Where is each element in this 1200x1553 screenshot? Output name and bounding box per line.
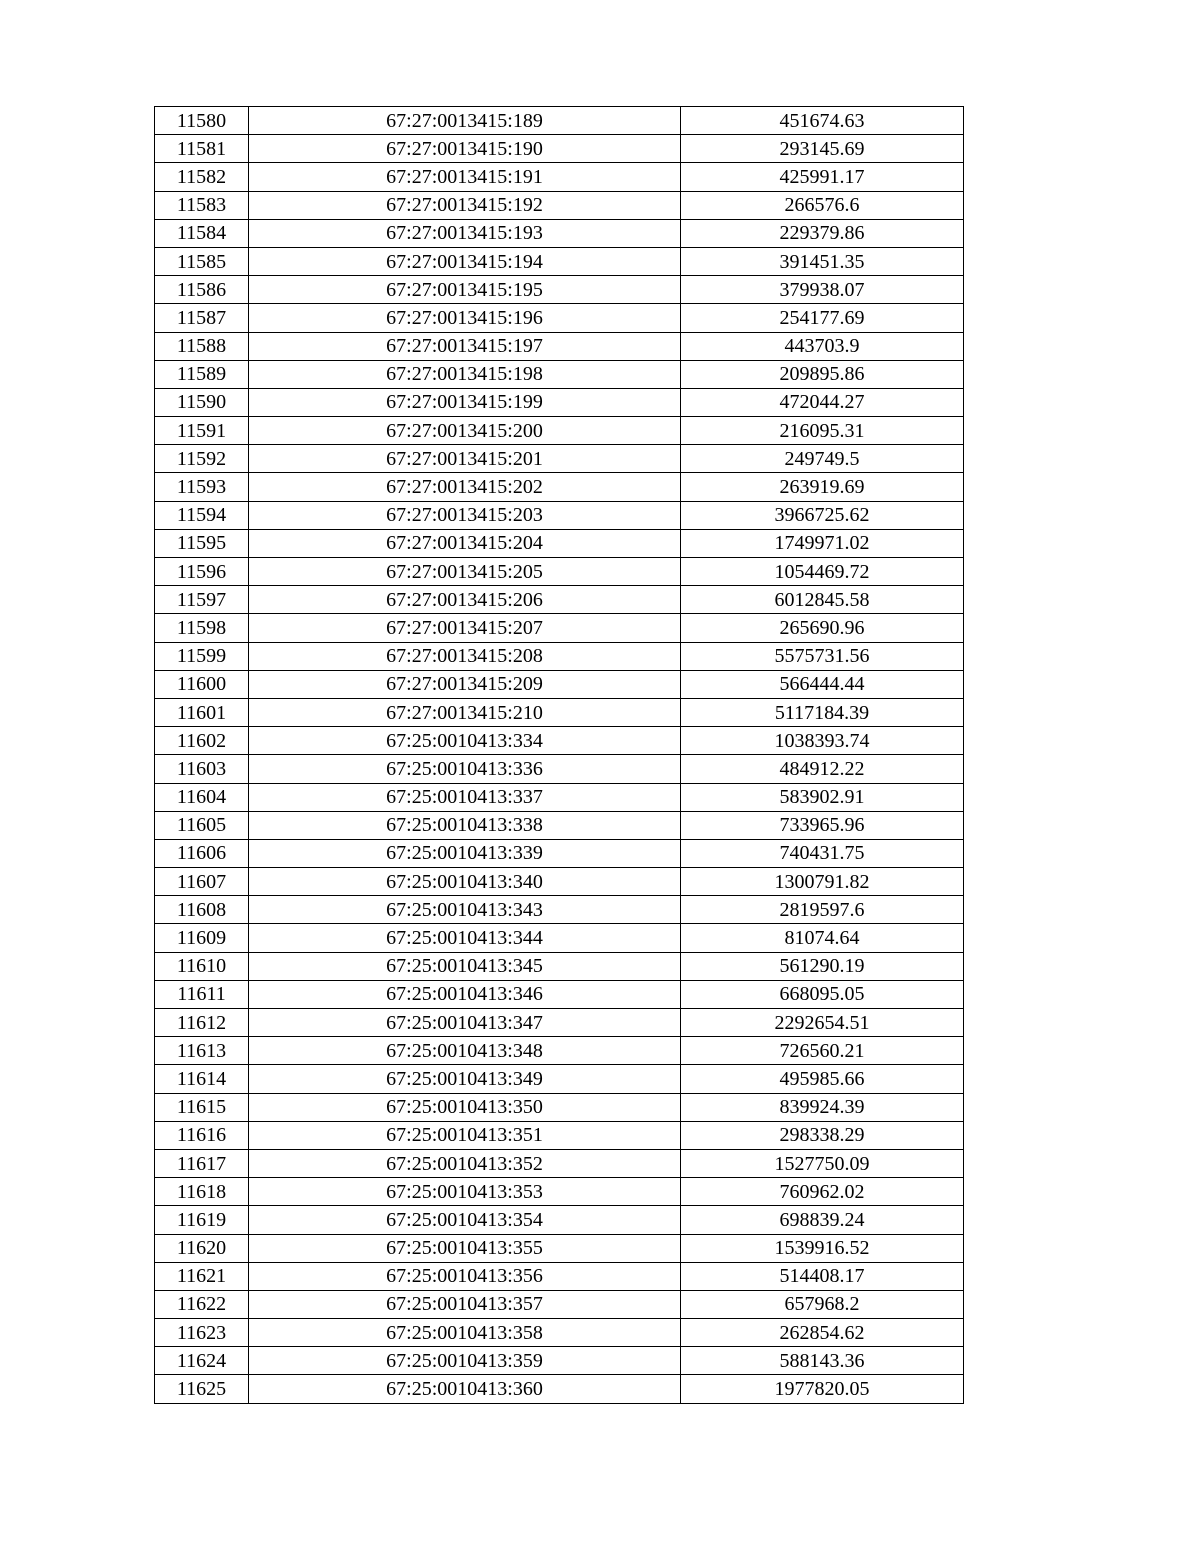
table-row — [155, 1319, 964, 1347]
cadastral-value-cell: 588143.36 — [681, 1347, 964, 1375]
row-number-cell: 11603 — [155, 755, 249, 783]
table-row — [155, 1234, 964, 1262]
table-row — [155, 107, 964, 135]
row-number-cell: 11581 — [155, 135, 249, 163]
row-number-cell: 11608 — [155, 896, 249, 924]
cadastral-value-cell: 209895.86 — [681, 360, 964, 388]
row-number-cell: 11602 — [155, 727, 249, 755]
row-number-cell: 11594 — [155, 501, 249, 529]
cadastral-number-cell: 67:25:0010413:356 — [249, 1262, 681, 1290]
cadastral-number-cell: 67:27:0013415:191 — [249, 163, 681, 191]
cadastral-number-cell: 67:27:0013415:201 — [249, 445, 681, 473]
cadastral-number-cell: 67:25:0010413:347 — [249, 1009, 681, 1037]
cadastral-value-cell: 760962.02 — [681, 1178, 964, 1206]
row-number-cell: 11619 — [155, 1206, 249, 1234]
row-number-cell: 11618 — [155, 1178, 249, 1206]
cadastral-value-cell: 5117184.39 — [681, 698, 964, 726]
row-number-cell: 11621 — [155, 1262, 249, 1290]
table-row — [155, 1178, 964, 1206]
cadastral-number-cell: 67:25:0010413:334 — [249, 727, 681, 755]
table-row — [155, 1206, 964, 1234]
table-row — [155, 952, 964, 980]
cadastral-number-cell: 67:27:0013415:199 — [249, 388, 681, 416]
row-number-cell: 11610 — [155, 952, 249, 980]
table-row — [155, 501, 964, 529]
cadastral-value-cell: 216095.31 — [681, 417, 964, 445]
table-row — [155, 727, 964, 755]
cadastral-value-cell: 740431.75 — [681, 839, 964, 867]
row-number-cell: 11590 — [155, 388, 249, 416]
cadastral-value-cell: 583902.91 — [681, 783, 964, 811]
cadastral-number-cell: 67:25:0010413:351 — [249, 1121, 681, 1149]
cadastral-value-cell: 2819597.6 — [681, 896, 964, 924]
table-row — [155, 1093, 964, 1121]
row-number-cell: 11611 — [155, 980, 249, 1008]
cadastral-number-cell: 67:25:0010413:352 — [249, 1149, 681, 1177]
cadastral-value-cell: 443703.9 — [681, 332, 964, 360]
table-row — [155, 1375, 964, 1403]
row-number-cell: 11607 — [155, 868, 249, 896]
cadastral-value-cell: 1527750.09 — [681, 1149, 964, 1177]
table-row — [155, 529, 964, 557]
cadastral-number-cell: 67:27:0013415:194 — [249, 247, 681, 275]
cadastral-value-cell: 229379.86 — [681, 219, 964, 247]
cadastral-value-cell: 5575731.56 — [681, 642, 964, 670]
cadastral-number-cell: 67:25:0010413:348 — [249, 1037, 681, 1065]
cadastral-number-cell: 67:25:0010413:339 — [249, 839, 681, 867]
table-body — [155, 107, 964, 1404]
table-row — [155, 163, 964, 191]
cadastral-number-cell: 67:27:0013415:197 — [249, 332, 681, 360]
row-number-cell: 11613 — [155, 1037, 249, 1065]
table-row — [155, 1121, 964, 1149]
row-number-cell: 11584 — [155, 219, 249, 247]
table-row — [155, 980, 964, 1008]
cadastral-value-cell: 514408.17 — [681, 1262, 964, 1290]
row-number-cell: 11586 — [155, 276, 249, 304]
row-number-cell: 11605 — [155, 811, 249, 839]
table-row — [155, 1009, 964, 1037]
cadastral-value-cell: 472044.27 — [681, 388, 964, 416]
cadastral-value-cell: 1749971.02 — [681, 529, 964, 557]
cadastral-value-cell: 668095.05 — [681, 980, 964, 1008]
row-number-cell: 11600 — [155, 670, 249, 698]
cadastral-number-cell: 67:25:0010413:350 — [249, 1093, 681, 1121]
row-number-cell: 11625 — [155, 1375, 249, 1403]
row-number-cell: 11585 — [155, 247, 249, 275]
table-row — [155, 332, 964, 360]
row-number-cell: 11617 — [155, 1149, 249, 1177]
cadastral-value-cell: 6012845.58 — [681, 586, 964, 614]
row-number-cell: 11582 — [155, 163, 249, 191]
row-number-cell: 11580 — [155, 107, 249, 135]
cadastral-value-cell: 451674.63 — [681, 107, 964, 135]
cadastral-number-cell: 67:25:0010413:353 — [249, 1178, 681, 1206]
cadastral-value-cell: 1038393.74 — [681, 727, 964, 755]
table-row — [155, 360, 964, 388]
row-number-cell: 11614 — [155, 1065, 249, 1093]
row-number-cell: 11612 — [155, 1009, 249, 1037]
table-row — [155, 247, 964, 275]
cadastral-number-cell: 67:25:0010413:357 — [249, 1290, 681, 1318]
cadastral-value-cell: 1539916.52 — [681, 1234, 964, 1262]
cadastral-number-cell: 67:25:0010413:349 — [249, 1065, 681, 1093]
cadastral-number-cell: 67:27:0013415:207 — [249, 614, 681, 642]
cadastral-number-cell: 67:27:0013415:198 — [249, 360, 681, 388]
cadastral-value-cell: 293145.69 — [681, 135, 964, 163]
row-number-cell: 11595 — [155, 529, 249, 557]
cadastral-value-cell: 1977820.05 — [681, 1375, 964, 1403]
cadastral-value-cell: 3966725.62 — [681, 501, 964, 529]
table-row — [155, 755, 964, 783]
cadastral-value-cell: 2292654.51 — [681, 1009, 964, 1037]
table-row — [155, 1065, 964, 1093]
cadastral-number-cell: 67:25:0010413:340 — [249, 868, 681, 896]
cadastral-value-cell: 839924.39 — [681, 1093, 964, 1121]
table-row — [155, 614, 964, 642]
cadastral-number-cell: 67:27:0013415:189 — [249, 107, 681, 135]
table-row — [155, 191, 964, 219]
row-number-cell: 11623 — [155, 1319, 249, 1347]
row-number-cell: 11592 — [155, 445, 249, 473]
cadastral-number-cell: 67:27:0013415:190 — [249, 135, 681, 163]
row-number-cell: 11604 — [155, 783, 249, 811]
table-row — [155, 783, 964, 811]
cadastral-value-cell: 249749.5 — [681, 445, 964, 473]
cadastral-number-cell: 67:25:0010413:336 — [249, 755, 681, 783]
table-row — [155, 839, 964, 867]
cadastral-value-cell: 81074.64 — [681, 924, 964, 952]
cadastral-number-cell: 67:27:0013415:210 — [249, 698, 681, 726]
cadastral-value-cell: 254177.69 — [681, 304, 964, 332]
table-row — [155, 219, 964, 247]
cadastral-number-cell: 67:27:0013415:195 — [249, 276, 681, 304]
table-row — [155, 417, 964, 445]
table-row — [155, 1262, 964, 1290]
cadastral-number-cell: 67:25:0010413:346 — [249, 980, 681, 1008]
cadastral-number-cell: 67:27:0013415:193 — [249, 219, 681, 247]
cadastral-number-cell: 67:25:0010413:359 — [249, 1347, 681, 1375]
row-number-cell: 11599 — [155, 642, 249, 670]
row-number-cell: 11593 — [155, 473, 249, 501]
table-row — [155, 698, 964, 726]
table-row — [155, 304, 964, 332]
cadastral-value-cell: 265690.96 — [681, 614, 964, 642]
table-row — [155, 1347, 964, 1375]
cadastral-value-cell: 495985.66 — [681, 1065, 964, 1093]
table-row — [155, 1290, 964, 1318]
row-number-cell: 11609 — [155, 924, 249, 952]
table-row — [155, 670, 964, 698]
row-number-cell: 11587 — [155, 304, 249, 332]
cadastral-value-cell: 425991.17 — [681, 163, 964, 191]
table-row — [155, 276, 964, 304]
cadastral-value-cell: 263919.69 — [681, 473, 964, 501]
table-row — [155, 135, 964, 163]
table-row — [155, 1149, 964, 1177]
cadastral-number-cell: 67:25:0010413:360 — [249, 1375, 681, 1403]
cadastral-number-cell: 67:25:0010413:345 — [249, 952, 681, 980]
table-row — [155, 896, 964, 924]
cadastral-number-cell: 67:27:0013415:203 — [249, 501, 681, 529]
cadastral-number-cell: 67:27:0013415:202 — [249, 473, 681, 501]
cadastral-number-cell: 67:27:0013415:208 — [249, 642, 681, 670]
row-number-cell: 11583 — [155, 191, 249, 219]
table-row — [155, 1037, 964, 1065]
cadastral-value-cell: 698839.24 — [681, 1206, 964, 1234]
table-row — [155, 558, 964, 586]
cadastral-number-cell: 67:25:0010413:338 — [249, 811, 681, 839]
cadastral-number-cell: 67:27:0013415:206 — [249, 586, 681, 614]
cadastral-value-cell: 726560.21 — [681, 1037, 964, 1065]
cadastral-number-cell: 67:27:0013415:205 — [249, 558, 681, 586]
table-row — [155, 811, 964, 839]
table-row — [155, 586, 964, 614]
cadastral-value-cell: 262854.62 — [681, 1319, 964, 1347]
row-number-cell: 11601 — [155, 698, 249, 726]
row-number-cell: 11596 — [155, 558, 249, 586]
table-row — [155, 473, 964, 501]
cadastral-value-cell: 266576.6 — [681, 191, 964, 219]
table-row — [155, 445, 964, 473]
cadastral-number-cell: 67:25:0010413:343 — [249, 896, 681, 924]
cadastral-value-cell: 566444.44 — [681, 670, 964, 698]
cadastral-value-table — [154, 106, 964, 1404]
cadastral-value-cell: 657968.2 — [681, 1290, 964, 1318]
cadastral-number-cell: 67:25:0010413:344 — [249, 924, 681, 952]
cadastral-value-cell: 561290.19 — [681, 952, 964, 980]
row-number-cell: 11598 — [155, 614, 249, 642]
cadastral-value-cell: 379938.07 — [681, 276, 964, 304]
row-number-cell: 11624 — [155, 1347, 249, 1375]
row-number-cell: 11606 — [155, 839, 249, 867]
cadastral-number-cell: 67:25:0010413:354 — [249, 1206, 681, 1234]
row-number-cell: 11589 — [155, 360, 249, 388]
row-number-cell: 11591 — [155, 417, 249, 445]
cadastral-number-cell: 67:25:0010413:337 — [249, 783, 681, 811]
row-number-cell: 11597 — [155, 586, 249, 614]
table-row — [155, 924, 964, 952]
row-number-cell: 11616 — [155, 1121, 249, 1149]
row-number-cell: 11620 — [155, 1234, 249, 1262]
cadastral-number-cell: 67:27:0013415:209 — [249, 670, 681, 698]
cadastral-value-cell: 484912.22 — [681, 755, 964, 783]
cadastral-number-cell: 67:25:0010413:355 — [249, 1234, 681, 1262]
cadastral-number-cell: 67:25:0010413:358 — [249, 1319, 681, 1347]
row-number-cell: 11622 — [155, 1290, 249, 1318]
cadastral-number-cell: 67:27:0013415:196 — [249, 304, 681, 332]
table-row — [155, 388, 964, 416]
cadastral-number-cell: 67:27:0013415:204 — [249, 529, 681, 557]
cadastral-number-cell: 67:27:0013415:200 — [249, 417, 681, 445]
cadastral-value-cell: 1054469.72 — [681, 558, 964, 586]
cadastral-value-cell: 391451.35 — [681, 247, 964, 275]
table-row — [155, 642, 964, 670]
cadastral-value-cell: 1300791.82 — [681, 868, 964, 896]
row-number-cell: 11588 — [155, 332, 249, 360]
cadastral-value-cell: 733965.96 — [681, 811, 964, 839]
cadastral-value-cell: 298338.29 — [681, 1121, 964, 1149]
row-number-cell: 11615 — [155, 1093, 249, 1121]
cadastral-number-cell: 67:27:0013415:192 — [249, 191, 681, 219]
table-row — [155, 868, 964, 896]
